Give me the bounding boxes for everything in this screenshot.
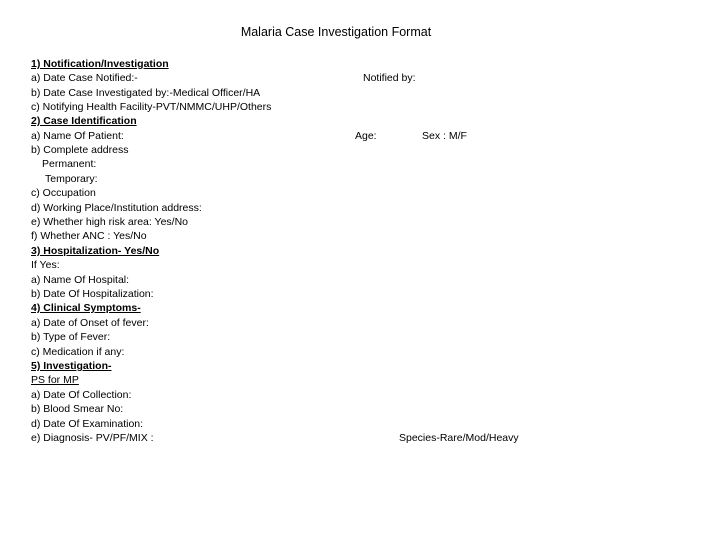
date-of-onset-label: a) Date of Onset of fever: — [31, 317, 149, 329]
if-yes-label: If Yes: — [31, 259, 60, 271]
notified-by-label: Notified by: — [363, 72, 416, 84]
date-case-investigated-label: b) Date Case Investigated by:-Medical Officer/HA — [31, 87, 261, 99]
diagnosis-label: e) Diagnosis- PV/PF/MIX : — [31, 432, 154, 444]
ps-for-mp-label: PS for MP — [31, 374, 79, 386]
complete-address-label: b) Complete address — [31, 144, 129, 156]
date-case-notified-label: a) Date Case Notified:- — [31, 72, 138, 84]
working-place-label: d) Working Place/Institution address: — [31, 202, 202, 214]
patient-name-label: a) Name Of Patient: — [31, 130, 124, 142]
date-of-hospitalization-label: b) Date Of Hospitalization: — [31, 288, 154, 300]
notifying-facility-label: c) Notifying Health Facility-PVT/NMMC/UHP/Others — [31, 101, 272, 113]
date-of-examination-label: d) Date Of Examination: — [31, 418, 144, 430]
section-notification-heading: 1) Notification/Investigation — [31, 58, 169, 70]
section-case-identification-heading: 2) Case Identification — [31, 115, 137, 127]
section-hospitalization-heading: 3) Hospitalization- Yes/No — [31, 245, 160, 257]
blood-smear-no-label: b) Blood Smear No: — [31, 403, 124, 415]
age-label: Age: — [355, 130, 377, 142]
document-title: Malaria Case Investigation Format — [240, 25, 432, 39]
hospital-name-label: a) Name Of Hospital: — [31, 274, 130, 286]
date-of-collection-label: a) Date Of Collection: — [31, 389, 132, 401]
type-of-fever-label: b) Type of Fever: — [31, 331, 111, 343]
section-clinical-symptoms-heading: 4) Clinical Symptoms- — [31, 302, 141, 314]
sex-label: Sex : M/F — [422, 130, 467, 142]
species-label: Species-Rare/Mod/Heavy — [399, 432, 519, 444]
section-investigation-heading: 5) Investigation- — [31, 360, 112, 372]
medication-label: c) Medication if any: — [31, 346, 125, 358]
anc-label: f) Whether ANC : Yes/No — [31, 230, 147, 242]
temporary-address-label: Temporary: — [45, 173, 98, 185]
high-risk-area-label: e) Whether high risk area: Yes/No — [31, 216, 188, 228]
occupation-label: c) Occupation — [31, 187, 96, 199]
permanent-address-label: Permanent: — [42, 158, 97, 170]
